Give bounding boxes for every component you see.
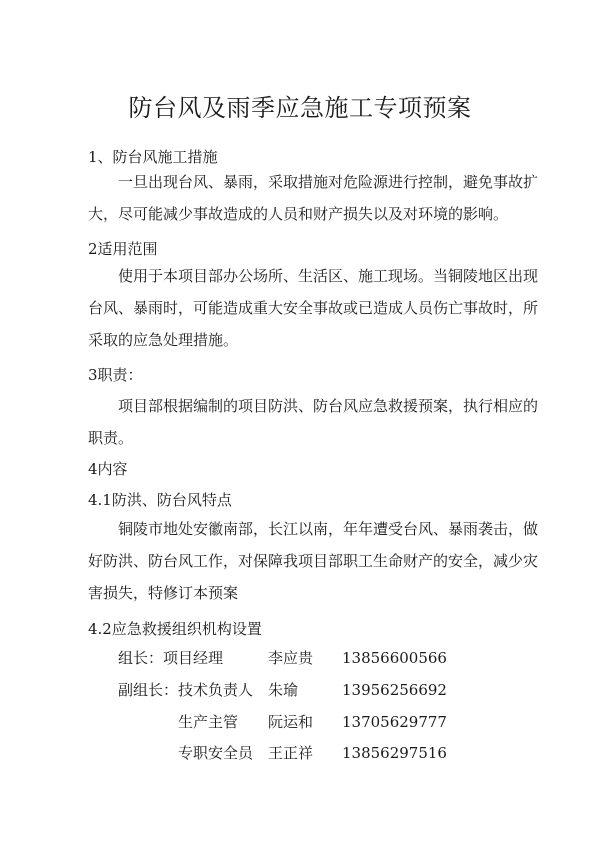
org-row (0, 710, 600, 734)
org-name: 朱瑜 (268, 681, 299, 699)
paragraph-line: 职责。 (88, 429, 134, 447)
paragraph-line: 一旦出现台风、暴雨，采取措施对危险源进行控制，避免事故扩 (118, 173, 539, 191)
section-heading-4-2: 4.2应急救援组织机构设置 (88, 620, 262, 638)
org-phone: 13956256692 (342, 681, 447, 699)
section-body-4-1 (88, 513, 539, 609)
org-position: 专职安全员 (178, 744, 254, 762)
section-body-2 (88, 260, 539, 356)
paragraph-line: 使用于本项目部办公场所、生活区、施工现场。当铜陵地区出现 (118, 267, 539, 285)
org-phone: 13856297516 (342, 744, 447, 762)
paragraph-line: 采取的应急处理措施。 (88, 331, 239, 349)
paragraph-line: 好防洪、防台风工作，对保障我项目部职工生命财产的安全，减少灾 (88, 552, 539, 570)
section-heading-2: 2适用范围 (88, 240, 158, 258)
paragraph-line: 台风、暴雨时，可能造成重大安全事故或已造成人员伤亡事故时，所 (88, 299, 539, 317)
org-name: 阮运和 (268, 713, 314, 731)
org-phone: 13705629777 (342, 713, 447, 731)
section-body-1 (88, 166, 539, 230)
section-heading-4: 4内容 (88, 460, 128, 478)
org-role: 组长： (118, 649, 164, 667)
org-role: 副组长： (118, 681, 179, 699)
document-title: 防台风及雨季应急施工专项预案 (128, 94, 472, 122)
org-row (0, 646, 600, 670)
paragraph-line: 项目部根据编制的项目防洪、防台风应急救援预案，执行相应的 (118, 397, 539, 415)
org-position: 技术负责人 (178, 681, 254, 699)
org-phone: 13856600566 (342, 649, 447, 667)
org-row (0, 678, 600, 702)
org-position: 项目经理 (163, 649, 224, 667)
section-heading-1: 1、防台风施工措施 (88, 148, 218, 166)
org-name: 王正祥 (268, 744, 314, 762)
section-heading-4-1: 4.1防洪、防台风特点 (88, 491, 232, 509)
paragraph-line: 铜陵市地处安徽南部，长江以南，年年遭受台风、暴雨袭击，做 (118, 520, 539, 538)
org-name: 李应贵 (268, 649, 314, 667)
paragraph-line: 大，尽可能减少事故造成的人员和财产损失以及对环境的影响。 (88, 205, 509, 223)
section-heading-3: 3职责： (88, 366, 143, 384)
paragraph-line: 害损失，特修订本预案 (88, 584, 239, 602)
org-row (0, 741, 600, 765)
org-position: 生产主管 (178, 713, 239, 731)
section-body-3 (88, 390, 539, 454)
